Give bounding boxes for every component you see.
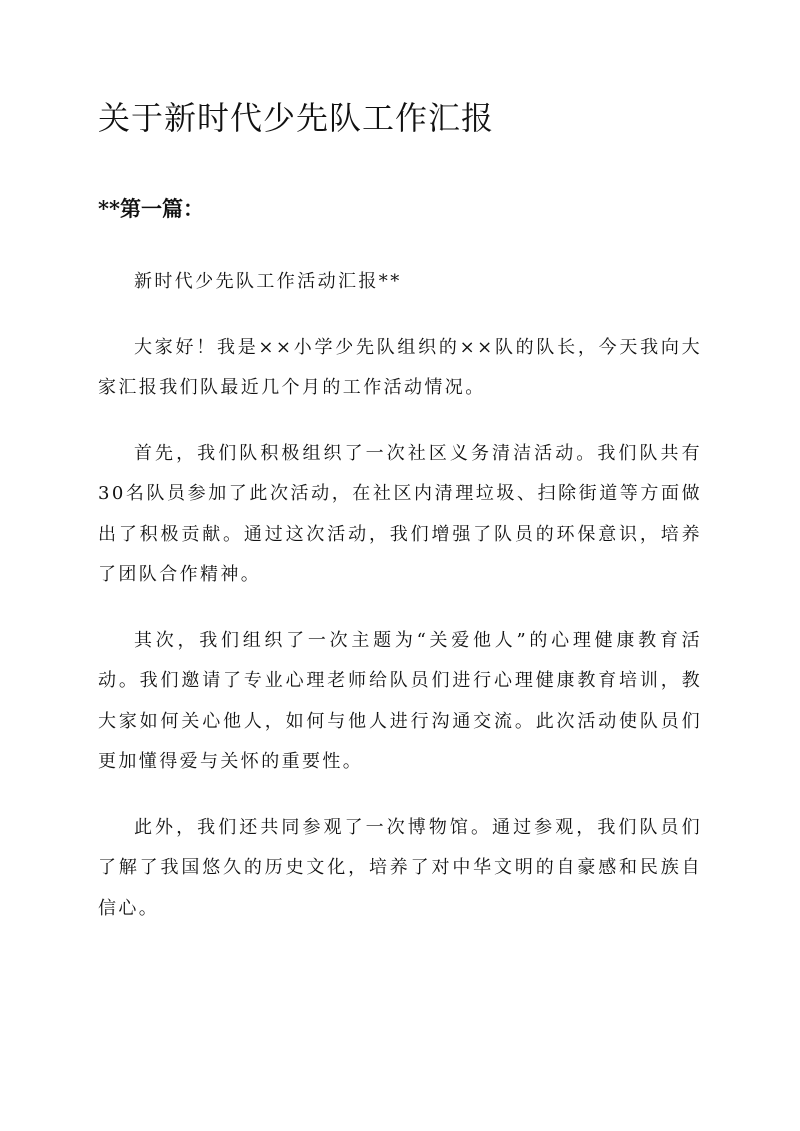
paragraph-mental-health-activity: 其次，我们组织了一次主题为“关爱他人”的心理健康教育活动。我们邀请了专业心理老师给队员们进行心理健康教育培训，教大家如何关心他人，如何与他人进行沟通交流。此次活动使队员们更加懂得爱与关怀的重要性。 xyxy=(98,629,702,772)
paragraph-greeting: 大家好！我是××小学少先队组织的××队的队长，今天我向大家汇报我们队最近几个月的工作活动情况。 xyxy=(98,336,702,398)
section-heading: **第一篇： xyxy=(98,196,204,221)
paragraph-intro-title: 新时代少先队工作活动汇报** xyxy=(134,271,402,292)
document-body xyxy=(98,262,702,954)
paragraph-cleanup-activity: 首先，我们队积极组织了一次社区义务清洁活动。我们队共有30名队员参加了此次活动，在社区内清理垃圾、扫除街道等方面做出了积极贡献。通过这次活动，我们增强了队员的环保意识，培养了团队合作精神。 xyxy=(98,442,702,585)
document-title: 关于新时代少先队工作汇报 xyxy=(98,99,495,137)
paragraph-museum-visit: 此外，我们还共同参观了一次博物馆。通过参观，我们队员们了解了我国悠久的历史文化，培养了对中华文明的自豪感和民族自信心。 xyxy=(98,816,702,919)
